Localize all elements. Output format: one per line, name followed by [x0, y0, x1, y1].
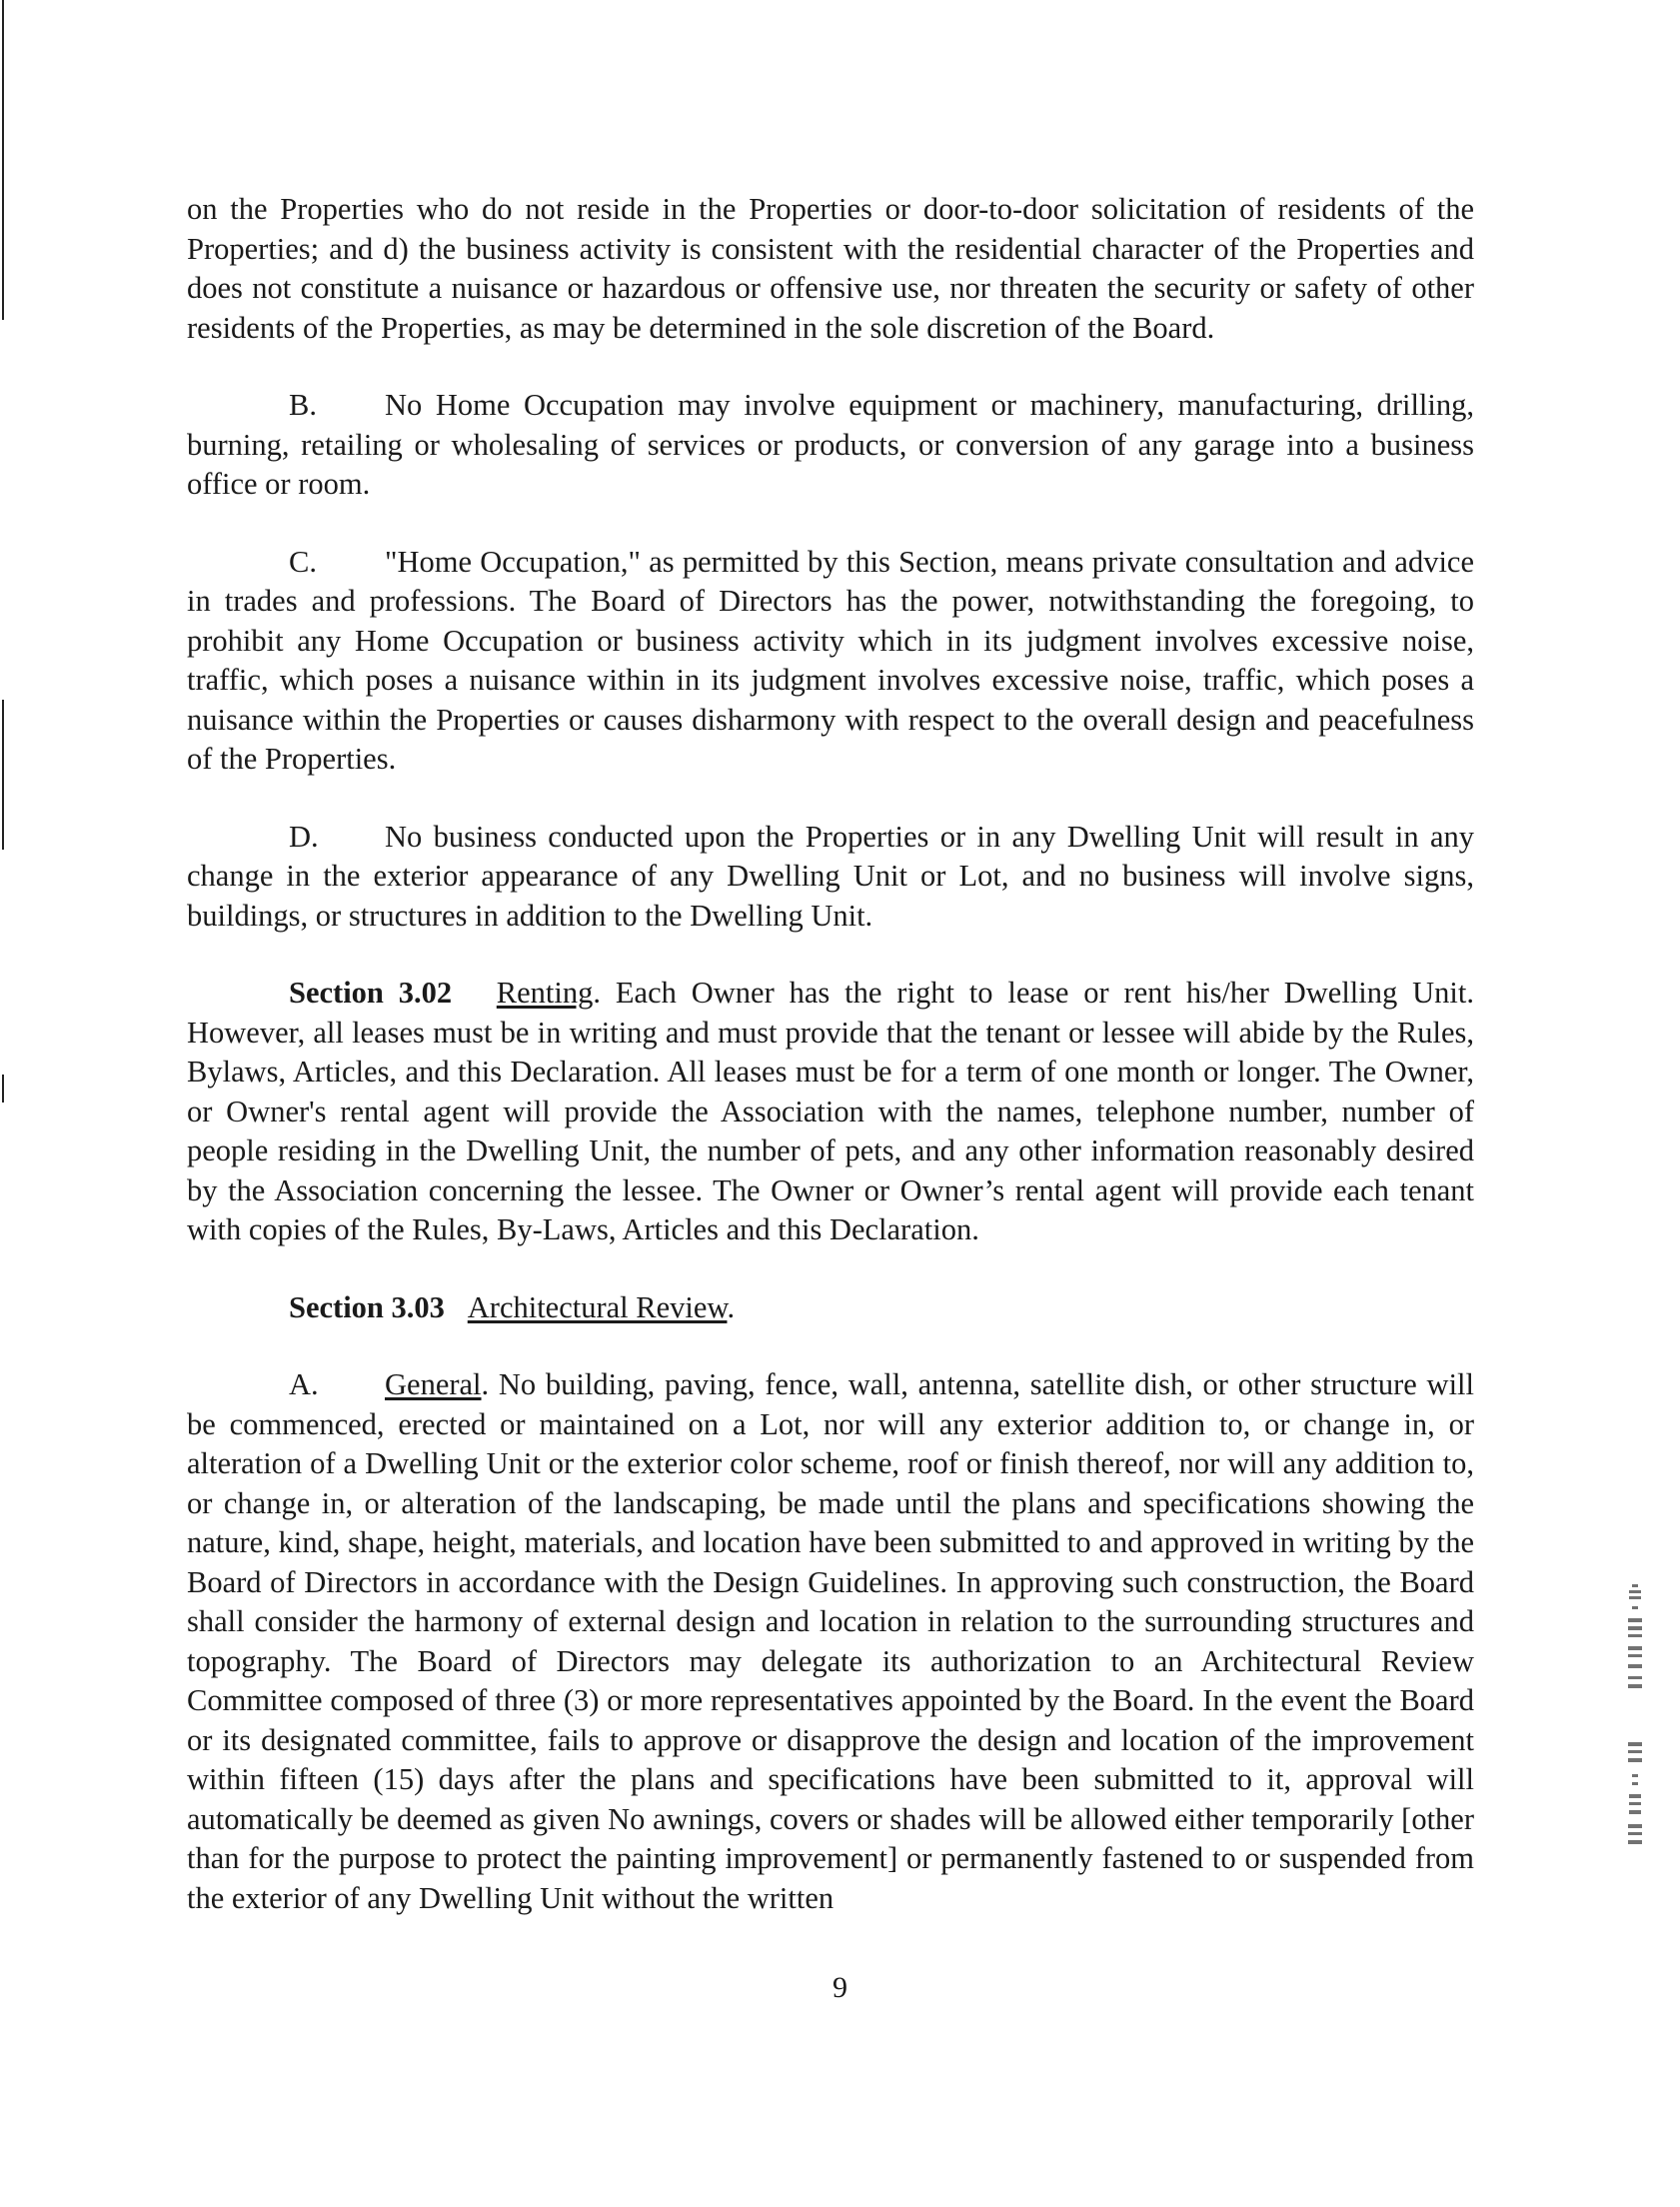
scan-edge-mark-top [2, 0, 4, 320]
section-3-02-text: . Each Owner has the right to lease or rent his/her Dwelling Unit. However, all leases must be in writing and must provide that the tenant or lessee will abide by the Rules, Bylaws, Articles, and this Declaration. All leases must be for a term of one month or longer. The Owner, or Owner's rental agent will provide the Association with the names, telephone number, number of people residing in the Dwelling Unit, the number of pets, and any other information reasonably desired by the Association concerning the lessee. The Owner or Owner’s rental agent will provide each tenant with copies of the Rules, By-Laws, Articles and this Declaration. [187, 976, 1474, 1246]
item-a-subtitle: General [385, 1367, 482, 1401]
item-a-text: . No building, paving, fence, wall, antenna, satellite dish, or other structure will be commenced, erected or maintained on a Lot, nor will any exterior addition to, or change in, or alteration of a Dwelling Unit or the exterior color scheme, roof or finish thereof, nor will any addition to, or change in, or alteration of the landscaping, be made until the plans and specifications showing the nature, kind, shape, height, materials, and location have been submitted to and approved in writing by the Board of Directors in accordance with the Design Guidelines. In approving such construction, the Board shall consider the harmony of external design and location in relation to the surrounding structures and topography. The Board of Directors may delegate its authorization to an Architectural Review Committee composed of three (3) or more representatives appointed by the Board. In the event the Board or its designated committee, fails to approve or disapprove the design and location of the improvement within fifteen (15) days after the plans and specifications have been submitted to it, approval will automatically be deemed as given No awnings, covers or shades will be allowed either temporarily [other than for the purpose to protect the painting improvement] or permanently fastened to or suspended from the exterior of any Dwelling Unit without the written [187, 1367, 1474, 1915]
section-3-03-title-suffix: . [727, 1289, 736, 1324]
item-letter-a: A. [289, 1367, 319, 1401]
item-letter-d: D. [289, 819, 319, 854]
section-3-03-heading [187, 1288, 1474, 1328]
paragraph-3-03-a-general [187, 1365, 1474, 1918]
document-body [187, 190, 1474, 1956]
paragraph-continuation: on the Properties who do not reside in the Properties or door-to-door solicitation of residents of the Properties; and d) the business activity is consistent with the residential character of the Properties and does not constitute a nuisance or hazardous or offensive use, nor threaten the security or safety of other residents of the Properties, as may be determined in the sole discretion of the Board. [187, 192, 1474, 345]
section-3-02-title: Renting [496, 976, 594, 1010]
item-d-text: No business conducted upon the Properties or in any Dwelling Unit will result in any change in the exterior appearance of any Dwelling Unit or Lot, and no business will involve signs, buildings, or structures in addition to the Dwelling Unit. [187, 819, 1474, 933]
paragraph-item-b [187, 386, 1474, 505]
page-number: 9 [833, 1971, 847, 2004]
item-letter-c: C. [289, 544, 317, 579]
scan-edge-mark-middle [2, 700, 4, 850]
section-3-03-title: Architectural Review [467, 1289, 728, 1324]
section-3-02-number: Section 3.02 [289, 976, 453, 1010]
item-b-text: No Home Occupation may involve equipment or machinery, manufacturing, drilling, burning, retailing or wholesaling of services or products, or conversion of any garage into a business office or room. [187, 388, 1474, 501]
paragraph-item-c [187, 543, 1474, 780]
scan-edge-mark-lower [2, 1075, 4, 1103]
recording-stamp [1624, 1584, 1646, 1894]
section-3-02-renting [187, 974, 1474, 1250]
item-letter-b: B. [289, 388, 317, 422]
section-3-03-number: Section 3.03 [289, 1289, 445, 1324]
paragraph-item-d [187, 818, 1474, 937]
item-c-text: "Home Occupation," as permitted by this Section, means private consultation and advice in trades and professions. The Board of Directors has the power, notwithstanding the foregoing, to prohibit any Home Occupation or business activity which in its judgment involves excessive noise, traffic, which poses a nuisance within in its judgment involves excessive noise, traffic, which poses a nuisance within the Properties or causes disharmony with respect to the overall design and peacefulness of the Properties. [187, 544, 1474, 776]
